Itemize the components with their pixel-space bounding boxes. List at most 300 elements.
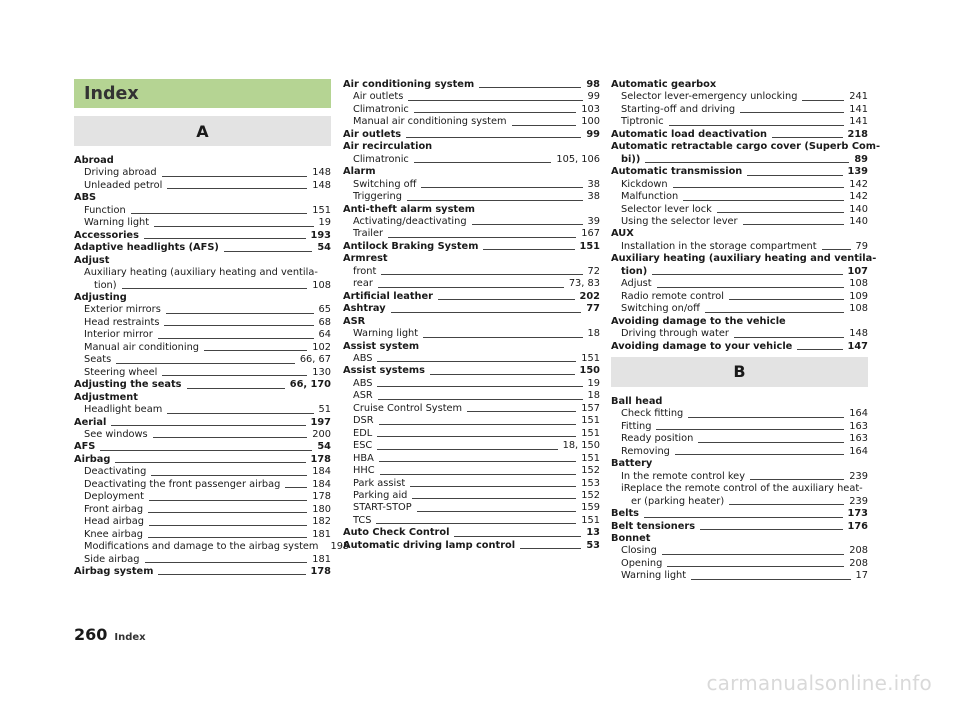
entry-text: Bonnet <box>611 532 651 544</box>
entry-row <box>353 403 600 415</box>
dot-leader <box>802 100 844 101</box>
dot-leader <box>407 200 583 201</box>
dot-leader <box>423 337 582 338</box>
index-subentry <box>611 421 868 433</box>
dot-leader <box>187 388 285 389</box>
dot-leader <box>162 375 307 376</box>
entry-row <box>353 91 600 103</box>
entry-text: TCS <box>353 514 372 526</box>
index-subentry <box>74 516 331 528</box>
index-subentry <box>74 217 331 229</box>
page-reference: 180 <box>312 503 331 515</box>
entry-row <box>611 396 868 408</box>
index-subentry <box>74 541 350 553</box>
dot-leader <box>657 287 845 288</box>
index-entry <box>611 253 877 278</box>
page-reference: 51 <box>318 404 331 416</box>
index-subentry <box>611 328 868 340</box>
index-subentry <box>74 491 331 503</box>
entry-row <box>74 155 331 167</box>
page-reference: 218 <box>847 128 868 140</box>
index-subentry <box>611 216 868 228</box>
dot-leader <box>645 162 849 163</box>
entry-row <box>353 390 600 402</box>
dot-leader <box>520 548 581 549</box>
entry-row <box>621 241 868 253</box>
dot-leader <box>747 175 842 176</box>
entry-row <box>353 415 600 427</box>
dot-leader <box>391 312 582 313</box>
entry-text: ESC <box>353 440 373 452</box>
entry-text: Adjusting <box>74 291 127 303</box>
entry-row <box>353 328 600 340</box>
entry-text: Ready position <box>621 433 694 445</box>
index-subentry <box>343 228 600 240</box>
entry-text: Climatronic <box>353 103 409 115</box>
entry-text: Activating/deactivating <box>353 215 467 227</box>
entry-row <box>84 167 331 179</box>
entry-text: Parking aid <box>353 489 408 501</box>
index-subentry <box>343 415 600 427</box>
index-entry <box>611 396 868 408</box>
index-subentry <box>611 545 868 557</box>
dot-leader <box>162 176 308 177</box>
dot-leader <box>204 350 307 351</box>
page-reference: 239 <box>849 495 868 507</box>
index-entry <box>611 533 868 545</box>
index-entry <box>74 230 331 242</box>
index-entry <box>74 379 331 391</box>
footer-label: Index <box>114 632 146 643</box>
entry-text: DSR <box>353 415 374 427</box>
page-reference: 151 <box>579 240 600 252</box>
entry-row <box>611 341 868 353</box>
entry-text: Auto Check Control <box>343 527 450 539</box>
page-reference: 151 <box>312 204 331 216</box>
page-reference: 148 <box>312 167 331 179</box>
page-reference: 108 <box>312 279 331 291</box>
entry-text: Manual air conditioning system <box>353 116 507 128</box>
entry-row <box>84 466 331 478</box>
entry-text: Driving abroad <box>84 167 157 179</box>
entry-row <box>74 379 331 391</box>
entry-text: Assist system <box>343 340 420 352</box>
entry-row <box>353 191 600 203</box>
page-reference: 54 <box>317 242 331 254</box>
index-subentry <box>343 278 600 290</box>
entry-row <box>74 292 331 304</box>
index-subentry <box>611 291 868 303</box>
entry-row <box>84 329 331 341</box>
page-reference: 73, 83 <box>568 278 600 290</box>
entry-row <box>343 129 600 141</box>
section-letter: B <box>611 357 868 387</box>
entry-row <box>84 541 350 553</box>
dot-leader <box>512 125 577 126</box>
entry-row <box>621 558 868 570</box>
page-reference: 200 <box>312 428 331 440</box>
index-entry <box>611 141 881 166</box>
entry-text: Climatronic <box>353 153 409 165</box>
index-subentry <box>343 428 600 440</box>
entry-row <box>621 278 868 290</box>
entry-text: Park assist <box>353 477 406 489</box>
page-reference: 141 <box>849 103 868 115</box>
entry-row <box>353 490 600 502</box>
entry-row <box>84 404 331 416</box>
entry-row <box>74 392 331 404</box>
page-reference: 241 <box>849 91 868 103</box>
index-entry <box>74 192 331 204</box>
entry-text: Artificial leather <box>343 290 434 302</box>
index-subentry <box>611 241 868 253</box>
entry-text: Trailer <box>353 228 384 240</box>
index-entry <box>611 228 868 240</box>
index-subentry <box>74 429 331 441</box>
index-column-2 <box>343 79 600 552</box>
dot-leader <box>734 337 844 338</box>
dot-leader <box>406 137 581 138</box>
dot-leader <box>379 461 577 462</box>
entry-text-continued: er (parking heater) <box>631 495 725 507</box>
index-subentry <box>611 116 868 128</box>
index-subentry <box>74 529 331 541</box>
entry-row <box>611 316 868 328</box>
entry-text: Adjusting the seats <box>74 379 182 391</box>
dot-leader <box>717 212 844 213</box>
dot-leader <box>479 87 581 88</box>
page-reference: 99 <box>587 91 600 103</box>
page-reference: 178 <box>310 453 331 465</box>
index-subentry <box>343 328 600 340</box>
dot-leader <box>153 437 308 438</box>
dot-leader <box>652 274 842 275</box>
entry-text: Battery <box>611 458 653 470</box>
page-reference: 152 <box>581 465 600 477</box>
dot-leader <box>410 486 576 487</box>
index-entry <box>343 527 600 539</box>
entry-text: Seats <box>84 354 112 366</box>
page-reference: 202 <box>579 290 600 302</box>
index-subentry <box>74 180 331 192</box>
entry-text: Accessories <box>74 229 139 241</box>
dot-leader <box>148 537 307 538</box>
dot-leader <box>669 125 845 126</box>
entry-text: Deployment <box>84 491 144 503</box>
entry-text: Adaptive headlights (AFS) <box>74 242 219 254</box>
entry-row <box>621 104 868 116</box>
entry-row <box>621 433 868 445</box>
section-letter: A <box>74 116 331 146</box>
entry-row <box>84 367 331 379</box>
index-subentry <box>74 504 331 516</box>
entry-text: Ashtray <box>343 303 386 315</box>
entry-row <box>621 91 868 103</box>
entry-row <box>611 166 868 178</box>
entry-row <box>353 228 600 240</box>
entry-text: Abroad <box>74 155 114 166</box>
dot-leader <box>675 454 844 455</box>
entry-row <box>74 242 331 254</box>
entry-text: AUX <box>611 228 634 240</box>
entry-text: Front airbag <box>84 503 144 515</box>
index-entry <box>74 255 331 267</box>
index-subentry <box>343 490 600 502</box>
dot-leader <box>158 574 305 575</box>
entry-text: Manual air conditioning <box>84 341 200 353</box>
index-subentry <box>74 167 331 179</box>
index-entry <box>74 566 331 578</box>
entry-row <box>343 253 600 265</box>
index-subentry <box>74 404 331 416</box>
index-subentry <box>343 191 600 203</box>
dot-leader <box>408 100 582 101</box>
entry-text: Air recirculation <box>343 141 433 153</box>
entry-text: Installation in the storage compartment <box>621 240 817 252</box>
dot-leader <box>700 529 842 530</box>
index-column-3 <box>611 79 881 583</box>
page-reference: 108 <box>849 278 868 290</box>
index-subentry <box>611 91 868 103</box>
index-entry <box>74 441 331 453</box>
dot-leader <box>148 512 307 513</box>
page-reference: 103 <box>581 103 600 115</box>
entry-row <box>353 154 600 166</box>
dot-leader <box>381 274 582 275</box>
entry-text: ABS <box>74 192 97 204</box>
page-reference: 178 <box>312 491 331 503</box>
entry-text: HHC <box>353 465 375 477</box>
entry-row <box>74 255 331 267</box>
entry-row <box>343 291 600 303</box>
index-title-banner: Index <box>74 79 331 108</box>
index-entry <box>343 303 600 315</box>
entry-row <box>353 465 600 477</box>
entry-row <box>343 166 600 178</box>
entry-text: Warning light <box>621 570 687 582</box>
index-entry <box>611 166 868 178</box>
index-subentry <box>343 179 600 191</box>
index-subentry <box>74 367 331 379</box>
entry-text: iReplace the remote control of the auxiliary heat- <box>621 483 863 495</box>
page-reference: 159 <box>581 502 600 514</box>
entry-row <box>353 116 600 128</box>
dot-leader <box>705 312 844 313</box>
entry-text: Check fitting <box>621 408 684 420</box>
entry-row <box>84 342 331 354</box>
page-reference: 18 <box>587 328 600 340</box>
entry-text: Head restraints <box>84 316 160 328</box>
entry-text: Avoiding damage to your vehicle <box>611 340 793 352</box>
dot-leader <box>131 213 308 214</box>
entry-row <box>343 141 600 153</box>
entry-text: Knee airbag <box>84 528 143 540</box>
dot-leader <box>158 338 314 339</box>
entry-text: Exterior mirrors <box>84 304 161 316</box>
entry-text: Modifications and damage to the airbag system <box>84 541 319 553</box>
page-reference: 197 <box>310 416 331 428</box>
dot-leader <box>380 474 577 475</box>
page-reference: 195 <box>330 541 350 553</box>
entry-row <box>353 478 600 490</box>
index-subentry <box>611 191 868 203</box>
page-reference: 19 <box>318 217 331 229</box>
dot-leader <box>750 479 844 480</box>
index-subentry <box>343 116 600 128</box>
dot-leader <box>388 237 576 238</box>
page-reference: 193 <box>310 229 331 241</box>
dot-leader <box>377 361 576 362</box>
page-reference: 68 <box>318 316 331 328</box>
entry-text: Deactivating the front passenger airbag <box>84 478 281 490</box>
entry-row <box>84 429 331 441</box>
entry-row <box>343 540 600 552</box>
page-reference: 148 <box>312 179 331 191</box>
dot-leader <box>116 363 295 364</box>
page-reference: 72 <box>587 265 600 277</box>
page-reference: 107 <box>847 265 868 277</box>
page-reference: 151 <box>581 352 600 364</box>
index-entry <box>74 454 331 466</box>
dot-leader <box>797 349 842 350</box>
entry-text: Side airbag <box>84 553 140 565</box>
dot-leader <box>421 187 582 188</box>
index-entry <box>343 79 600 91</box>
index-entry <box>611 508 868 520</box>
index-subentry <box>74 267 331 292</box>
index-subentry <box>343 266 600 278</box>
entry-text: Warning light <box>353 328 419 340</box>
entry-row <box>621 216 868 228</box>
page-footer <box>74 625 146 644</box>
entry-text: Malfunction <box>621 191 679 203</box>
entry-text: Airbag <box>74 453 111 465</box>
entry-row <box>621 570 868 582</box>
entry-text: Anti-theft alarm system <box>343 203 475 215</box>
dot-leader <box>743 224 845 225</box>
index-subentry <box>343 502 600 514</box>
index-subentry <box>611 483 868 508</box>
index-entry <box>343 129 600 141</box>
entry-row <box>353 179 600 191</box>
page-reference: 109 <box>849 290 868 302</box>
page-reference: 100 <box>581 116 600 128</box>
entry-row <box>621 446 868 458</box>
page-reference: 140 <box>849 215 868 227</box>
dot-leader <box>167 413 313 414</box>
entry-row <box>353 515 600 527</box>
entry-text: Kickdown <box>621 178 668 190</box>
entry-text: Head airbag <box>84 516 144 528</box>
index-subentry <box>74 205 331 217</box>
page-reference: 130 <box>312 366 331 378</box>
page-reference: 38 <box>587 191 600 203</box>
page-reference: 39 <box>587 215 600 227</box>
index-entry <box>343 316 600 328</box>
page-reference: 151 <box>581 514 600 526</box>
entry-text: Automatic load deactivation <box>611 128 768 140</box>
entry-text: Fitting <box>621 420 652 432</box>
page-reference: 157 <box>581 402 600 414</box>
index-subentry <box>343 478 600 490</box>
page-reference: 153 <box>581 477 600 489</box>
entry-text: HBA <box>353 452 374 464</box>
page-reference: 141 <box>849 116 868 128</box>
page-reference: 99 <box>586 128 600 140</box>
index-entry <box>611 316 868 328</box>
index-subentry <box>611 278 868 290</box>
entry-row <box>621 204 868 216</box>
index-subentry <box>74 317 331 329</box>
entry-text: Antilock Braking System <box>343 240 479 252</box>
dot-leader <box>644 517 843 518</box>
entry-row <box>353 278 600 290</box>
entry-text: Selector lever-emergency unlocking <box>621 91 798 103</box>
entry-row <box>343 204 600 216</box>
index-entry <box>611 129 868 141</box>
dot-leader <box>166 313 314 314</box>
index-subentry <box>343 216 600 228</box>
index-entry <box>343 341 600 353</box>
index-entry <box>343 365 600 377</box>
dot-leader <box>472 224 583 225</box>
entry-row <box>343 79 600 91</box>
page-reference: 53 <box>586 539 600 551</box>
entry-row <box>353 453 600 465</box>
index-column-1 <box>74 79 350 578</box>
dot-leader <box>430 374 575 375</box>
index-entry <box>611 341 868 353</box>
page-reference: 167 <box>581 228 600 240</box>
index-subentry <box>611 433 868 445</box>
page-reference: 152 <box>581 489 600 501</box>
dot-leader <box>167 188 307 189</box>
entry-row <box>611 521 868 533</box>
index-subentry <box>343 390 600 402</box>
page-reference: 105, 106 <box>556 153 600 165</box>
page-reference: 184 <box>312 466 331 478</box>
page-reference: 151 <box>581 452 600 464</box>
page-reference: 19 <box>587 377 600 389</box>
entry-text: ABS <box>353 377 373 389</box>
index-entry <box>74 242 331 254</box>
index-entry <box>611 521 868 533</box>
entry-text: AFS <box>74 441 96 453</box>
entry-row <box>621 191 868 203</box>
dot-leader <box>688 417 844 418</box>
index-entry <box>611 79 868 91</box>
entry-row <box>74 192 331 204</box>
entry-row <box>621 545 868 557</box>
page-reference: 18 <box>587 390 600 402</box>
entry-row <box>611 228 868 240</box>
index-subentry <box>611 179 868 191</box>
page-reference: 163 <box>849 433 868 445</box>
dot-leader <box>729 504 844 505</box>
entry-text: EDL <box>353 427 373 439</box>
page-reference: 176 <box>847 520 868 532</box>
entry-text: Driving through water <box>621 328 729 340</box>
entry-row <box>84 354 331 366</box>
entry-row <box>343 316 600 328</box>
entry-row <box>343 341 600 353</box>
page-reference: 66, 67 <box>299 354 331 366</box>
index-subentry <box>611 204 868 216</box>
dot-leader <box>378 399 583 400</box>
entry-text: front <box>353 265 377 277</box>
entry-continuation <box>621 496 868 508</box>
page-reference: 79 <box>855 240 868 252</box>
